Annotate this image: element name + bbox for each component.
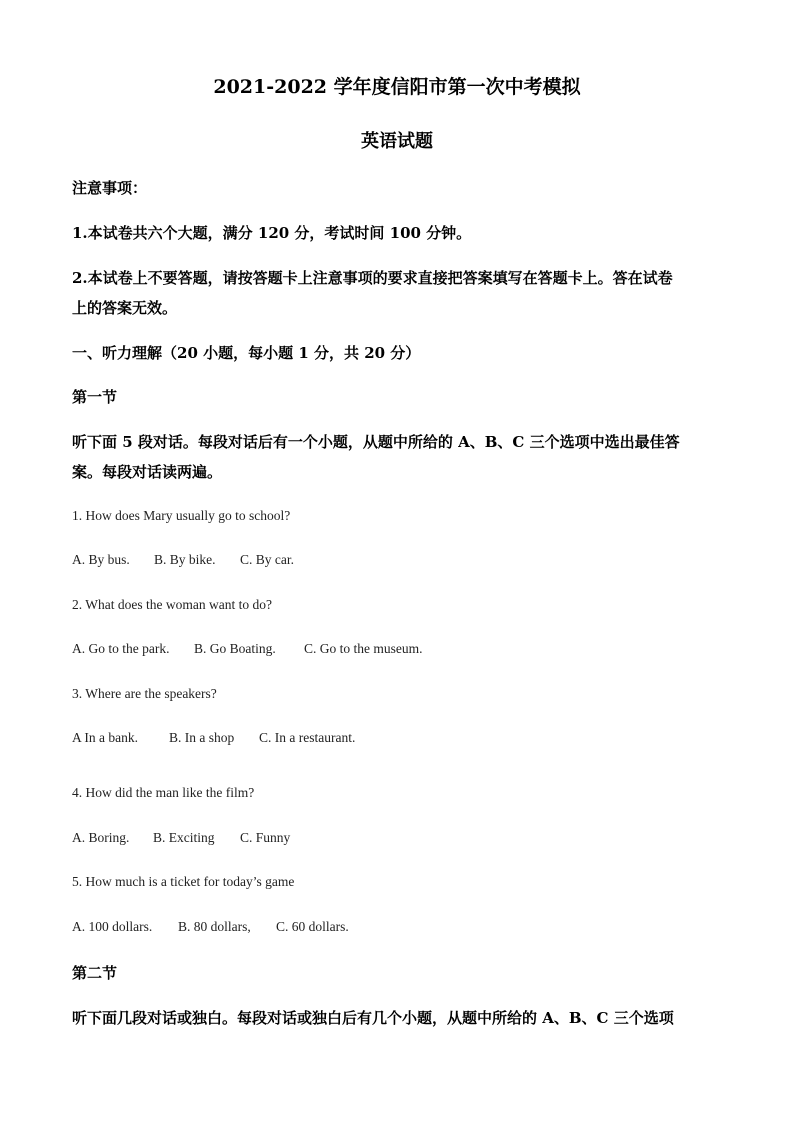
option-c: C. Go to the museum. xyxy=(304,641,423,656)
option-b: B. Exciting xyxy=(153,830,215,845)
section-1-heading: 一、听力理解（20 小题，每小题 1 分，共 20 分） xyxy=(72,344,421,362)
option-a: A. By bus. xyxy=(72,552,130,567)
option-b: B. Go Boating. xyxy=(194,641,276,656)
question-2: 2. What does the woman want to do? xyxy=(72,597,272,612)
question-3-options xyxy=(72,730,355,746)
option-c: C. By car. xyxy=(240,552,294,567)
exam-title: 2021-2022 学年度信阳市第一次中考模拟 xyxy=(213,76,581,98)
option-c: C. Funny xyxy=(240,830,291,845)
part-2-label: 第二节 xyxy=(72,964,118,982)
option-a: A. Boring. xyxy=(72,830,130,845)
question-1-options xyxy=(72,552,294,568)
notes-heading: 注意事项： xyxy=(72,179,148,197)
option-a: A In a bank. xyxy=(72,730,138,745)
option-b: B. By bike. xyxy=(154,552,216,567)
option-a: A. 100 dollars. xyxy=(72,919,153,934)
question-5-options xyxy=(72,919,349,935)
part-1-instruction-line-1: 听下面 5 段对话。每段对话后有一个小题，从题中所给的 A、B、C 三个选项中选出最佳答 xyxy=(72,433,680,451)
option-a: A. Go to the park. xyxy=(72,641,170,656)
notes-item-2-line-1: 2.本试卷上不要答题，请按答题卡上注意事项的要求直接把答案填写在答题卡上。答在试卷 xyxy=(72,269,673,287)
notes-item-1: 1.本试卷共六个大题，满分 120 分，考试时间 100 分钟。 xyxy=(72,224,472,242)
option-c: C. 60 dollars. xyxy=(276,919,349,934)
question-4: 4. How did the man like the film? xyxy=(72,785,255,800)
question-5: 5. How much is a ticket for today’s game xyxy=(72,874,295,889)
part-2-instruction-line-1: 听下面几段对话或独白。每段对话或独白后有几个小题，从题中所给的 A、B、C 三个选项 xyxy=(72,1009,674,1027)
part-1-instruction-line-2: 案。每段对话读两遍。 xyxy=(72,463,223,481)
option-b: B. In a shop xyxy=(169,730,235,745)
question-3: 3. Where are the speakers? xyxy=(72,686,217,701)
option-b: B. 80 dollars, xyxy=(178,919,251,934)
notes-item-2-line-2: 上的答案无效。 xyxy=(72,299,178,317)
exam-subtitle: 英语试题 xyxy=(361,131,433,152)
question-1: 1. How does Mary usually go to school? xyxy=(72,508,291,523)
question-2-options xyxy=(72,641,423,657)
part-1-label: 第一节 xyxy=(72,388,118,406)
option-c: C. In a restaurant. xyxy=(259,730,356,745)
question-4-options xyxy=(72,830,290,846)
